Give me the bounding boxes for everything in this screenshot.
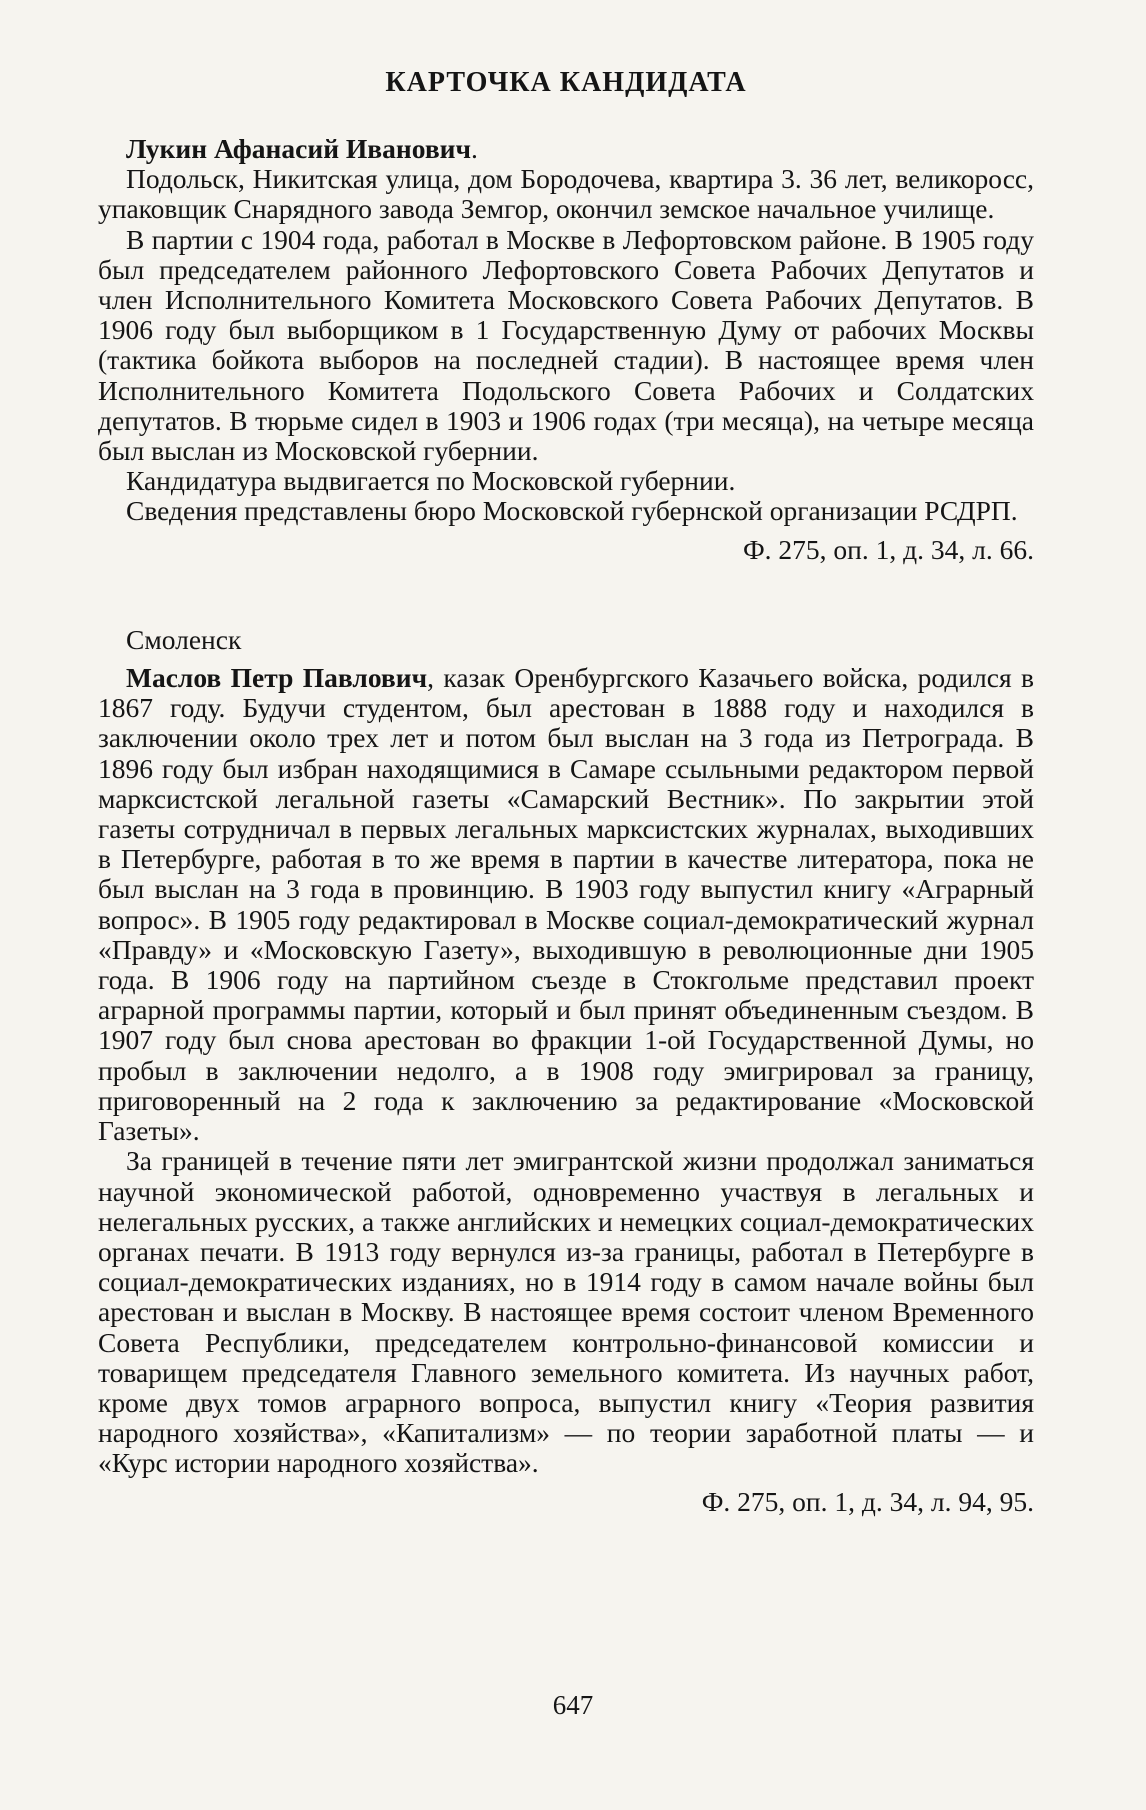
paragraph: В партии с 1904 года, работал в Москве в Лефортовском районе. В 1905 году был председателем районного Лефортовского Совета Рабочих Депутатов и член Исполнительного Комитета Московского Совета Рабочих Депутатов. В 1906 году был выборщиком в 1 Государственную Думу от рабочих Москвы (тактика бойкота выборов на последней стадии). В настоящее время член Исполнительного Комитета Подольского Совета Рабочих и Солдатских депутатов. В тюрьме сидел в 1903 и 1906 годах (три месяца), на четыре месяца был выслан из Московской губернии.	[98, 223, 1034, 467]
candidate-name: Маслов Петр Павлович	[126, 662, 428, 694]
paragraph: Сведения представлены бюро Московской губернской организации РСДРП.	[126, 495, 1018, 527]
candidate-entry-lukin	[98, 134, 1034, 565]
paragraph: Маслов Петр Павлович, казак Оренбургского Казачьего войска, родился в 1867 году. Будучи студентом, был арестован в 1888 году и находился в заключении около трех лет и потом был выслан на 3 года из Петрограда. В 1896 году был избран находящимися в Самаре ссыльными редактором первой марксистской легальной газеты «Самарский Вестник». По закрытии этой газеты сотрудничал в первых легальных марксистских журналах, выходивших в Петербурге, работая в то же время в партии в качестве литератора, пока не был выслан на 3 года в провинцию. В 1903 году выпустил книгу «Аграрный вопрос». В 1905 году редактировал в Москве социал-демократический журнал «Правду» и «Московскую Газету», выходившую в революционные дни 1905 года. В 1906 году на партийном съезде в Стокгольме представил проект аграрной программы партии, который и был принят объединенным съездом. В 1907 году был снова арестован во фракции 1-ой Государственной Думы, но пробыл в заключении недолго, а в 1908 году эмигрировал за границу, приговоренный на 2 года к заключению за редактирование «Московской Газеты».	[98, 662, 1034, 1147]
paragraph: За границей в течение пяти лет эмигрантской жизни продолжал заниматься научной экономической работой, одновременно участвуя в легальных и нелегальных русских, а также английских и немецких социал-демократических органах печати. В 1913 году вернулся из-за границы, работал в Петербурге в социал-демократических изданиях, но в 1914 году в самом начале войны был арестован и выслан в Москву. В настоящее время состоит членом Временного Совета Республики, председателем контрольно-финансовой комиссии и товарищем председателя Главного земельного комитета. Из научных работ, кроме двух томов аграрного вопроса, выпустил книгу «Теория развития народного хозяйства», «Капитализм» — по теории заработной платы — и «Курс истории народного хозяйства».	[98, 1145, 1034, 1479]
paragraph: Подольск, Никитская улица, дом Бородочева, квартира 3. 36 лет, великоросс, упаковщик Снарядного завода Земгор, окончил земское начальное училище.	[98, 163, 1034, 225]
page-number: 647	[552, 1690, 594, 1720]
archive-reference: Ф. 275, оп. 1, д. 34, л. 94, 95.	[701, 1485, 1034, 1517]
candidate-name: Лукин Афанасий Иванович.	[126, 133, 478, 164]
city-heading: Смоленск	[126, 623, 242, 655]
candidate-entry-maslov	[98, 625, 1034, 1517]
archive-reference: Ф. 275, оп. 1, д. 34, л. 66.	[742, 533, 1034, 565]
paragraph: Кандидатура выдвигается по Московской губернии.	[126, 465, 736, 497]
page-title: КАРТОЧКА КАНДИДАТА	[385, 67, 747, 98]
